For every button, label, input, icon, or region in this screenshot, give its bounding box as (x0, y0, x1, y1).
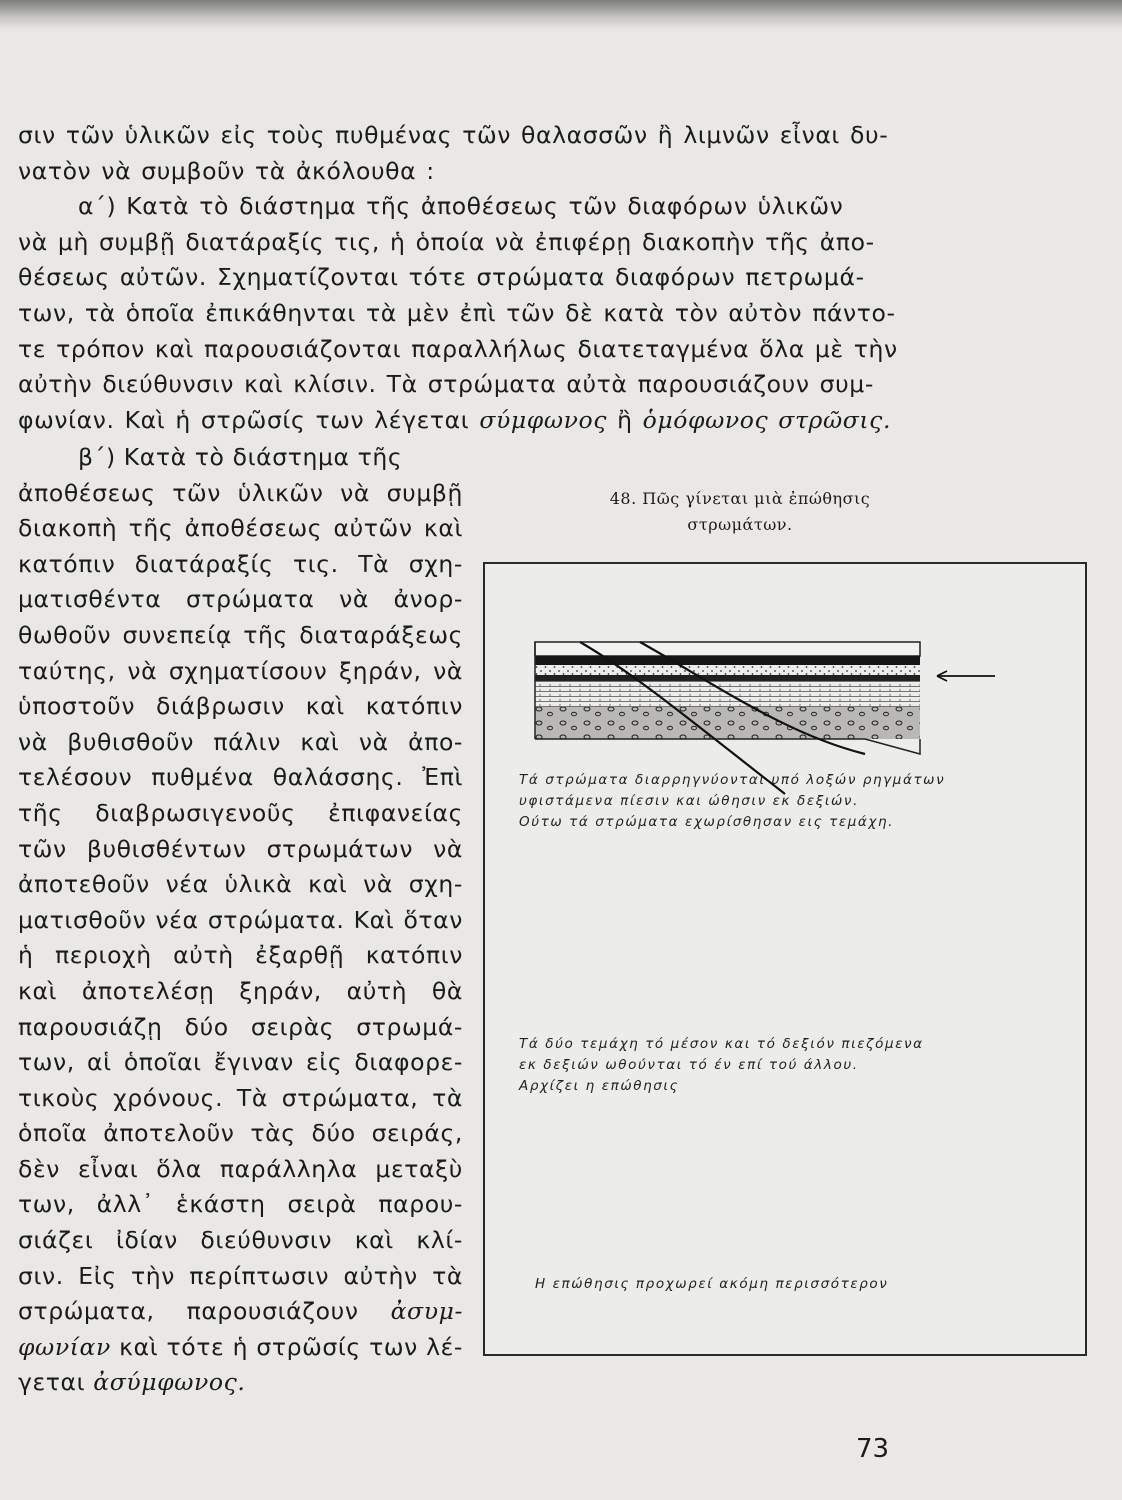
text-segment: στρώματα, παρουσιάζουν (18, 1297, 359, 1326)
note-line: Ούτω τά στρώματα εχωρίσθησαν εις τεμάχη. (519, 814, 895, 830)
text-line: ἀποθέσεως τῶν ὑλικῶν νὰ συμβῇ (18, 478, 463, 507)
text-line: θέσεως αὐτῶν. Σχηματίζονται τότε στρώματα διαφόρων πετρωμά- (18, 263, 865, 292)
text-segment: καὶ τότε ἡ στρῶσίς των λέ- (119, 1332, 463, 1361)
text-line: καὶ ἀποτελέσῃ ξηράν, αὐτὴ θὰ (18, 976, 463, 1005)
text-line (18, 1330, 463, 1366)
text-line: ματισθέντα στρώματα νὰ ἀνορ- (18, 585, 463, 614)
text-line (18, 1294, 463, 1330)
text-segment: φωνίαν. Καὶ ἡ στρῶσίς των λέγεται (18, 405, 470, 434)
note-line: Τά δύο τεμάχη τό μέσον και τό δεξιόν πιεζόμενα (519, 1036, 924, 1052)
caption-line: 48. Πῶς γίνεται μιὰ ἐπώθησις (609, 489, 871, 508)
text-line: θωθοῦν συνεπείᾳ τῆς διαταράξεως (18, 620, 463, 649)
text-line: σιάζει ἰδίαν διεύθυνσιν καὶ κλί- (18, 1226, 463, 1255)
text-segment: ἢ (617, 405, 633, 434)
term-italic: φωνίαν (18, 1332, 111, 1361)
text-line: τῶν βυθισθέντων στρωμάτων νὰ (18, 834, 463, 863)
text-line: των, τὰ ὁποῖα ἐπικάθηνται τὰ μὲν ἐπὶ τῶν δὲ κατὰ τὸν αὐτὸν πάντο- (18, 298, 896, 327)
text-line: τῆς διαβρωσιγενοῦς ἐπιφανείας (18, 798, 463, 827)
text-line: τελέσουν πυθμένα θαλάσσης. Ἐπὶ (18, 763, 463, 792)
text-line: νὰ βυθισθοῦν πάλιν καὶ νὰ ἀπο- (18, 727, 463, 756)
text-line: παρουσιάζῃ δύο σειρὰς στρωμά- (18, 1012, 463, 1041)
text-line (18, 403, 908, 439)
figure-caption (570, 486, 910, 538)
full-width-text (18, 118, 908, 438)
text-line: των, αἱ ὁποῖαι ἔγιναν εἰς διαφορε- (18, 1048, 463, 1077)
text-line: τε τρόπον καὶ παρουσιάζονται παραλλήλως διατεταγμένα ὅλα μὲ τὴν (18, 334, 898, 363)
text-line: ἡ περιοχὴ αὐτὴ ἐξαρθῇ κατόπιν (18, 941, 463, 970)
text-line: κατόπιν διατάραξίς τις. Τὰ σχη- (18, 549, 463, 578)
thrust-fault-figure (483, 562, 1087, 1356)
arrow-icon (937, 671, 995, 681)
text-line: ἀποτεθοῦν νέα ὑλικὰ καὶ νὰ σχη- (18, 870, 463, 899)
text-line: σιν τῶν ὑλικῶν εἰς τοὺς πυθμένας τῶν θαλασσῶν ἢ λιμνῶν εἶναι δυ- (18, 121, 889, 149)
strata-diagrams (485, 564, 1085, 1354)
note-line: Η επώθησις προχωρεί ακόμη περισσότερον (535, 1276, 889, 1292)
text-line: β΄) Κατὰ τὸ διάστημα τῆς (78, 443, 403, 471)
text-line: ταύτης, νὰ σχηματίσουν ξηράν, νὰ (18, 656, 463, 685)
term-italic: ἀσύμφωνος. (93, 1368, 246, 1397)
text-line: α΄) Κατὰ τὸ διάστημα τῆς ἀποθέσεως τῶν διαφόρων ὑλικῶν (78, 192, 844, 221)
text-line: νὰ μὴ συμβῇ διατάραξίς τις, ἡ ὁποία νὰ ἐπιφέρῃ διακοπὴν τῆς ἀπο- (18, 227, 875, 256)
term-italic: ἀσυμ- (390, 1297, 463, 1326)
text-line: ματισθοῦν νέα στρώματα. Καὶ ὅταν (18, 905, 463, 934)
diagram-note (535, 1274, 888, 1295)
text-segment: γεται (18, 1368, 86, 1397)
diagram-note (519, 770, 945, 833)
term-italic: σύμφωνος (479, 405, 607, 434)
term-italic: ὁμόφωνος στρῶσις. (642, 405, 892, 434)
text-line: ὑποστοῦν διάβρωσιν καὶ κατόπιν (18, 692, 463, 721)
caption-line: στρωμάτων. (687, 515, 793, 534)
text-line: σιν. Εἰς τὴν περίπτωσιν αὐτὴν τὰ (18, 1261, 463, 1290)
text-line: τικοὺς χρόνους. Τὰ στρώματα, τὰ (18, 1083, 463, 1112)
note-line: Αρχίζει η επώθησις (519, 1078, 680, 1094)
note-line: εκ δεξιών ωθούνται τό έν επί τού άλλου. (519, 1057, 859, 1073)
page-top-edge (0, 0, 1122, 30)
note-line: υφιστάμενα πίεσιν και ώθησιν εκ δεξιών. (519, 793, 859, 809)
text-line: αὐτὴν διεύθυνσιν καὶ κλίσιν. Τὰ στρώματα αὐτὰ παρουσιάζουν συμ- (18, 370, 874, 399)
note-line: Τά στρώματα διαρρηγνύονται υπό λοξών ρηγμάτων (519, 772, 946, 788)
page-number: 73 (856, 1434, 890, 1464)
diagram-note (519, 1034, 924, 1097)
text-line: ὁποῖα ἀποτελοῦν τὰς δύο σειράς, (18, 1119, 463, 1148)
text-line: διακοπὴ τῆς ἀποθέσεως αὐτῶν καὶ (18, 514, 463, 543)
text-line: δὲν εἶναι ὅλα παράλληλα μεταξὺ (18, 1154, 463, 1183)
text-line: των, ἀλλ᾽ ἑκάστη σειρὰ παρου- (18, 1190, 463, 1219)
text-line: νατὸν νὰ συμβοῦν τὰ ἀκόλουθα : (18, 156, 435, 185)
text-line (18, 1365, 463, 1401)
column-text (18, 440, 463, 1401)
